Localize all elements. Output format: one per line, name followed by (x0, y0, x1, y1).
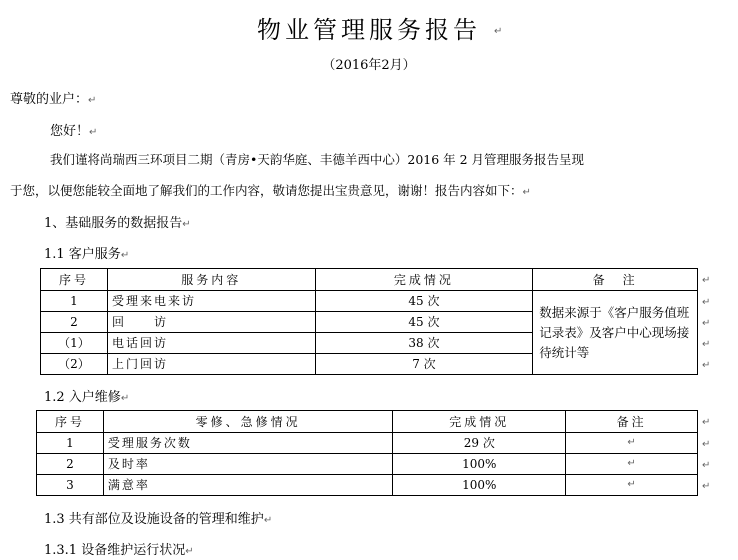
column-header: 完成情况 (315, 269, 533, 291)
row-number: 2 (37, 454, 104, 475)
completion-result: 45 次 (315, 291, 533, 312)
column-header: 备 注 (533, 269, 698, 291)
section-1-3-1-heading: 1.3.1 设备维护运行状况↵ (44, 543, 194, 558)
row-end-mark: ↵ (702, 297, 711, 308)
remark-note: 数据来源于《客户服务值班记录表》及客户中心现场接待统计等 (533, 291, 698, 375)
column-header: 序号 (37, 411, 104, 433)
customer-service-table (40, 268, 698, 375)
column-header: 序号 (41, 269, 108, 291)
completion-result: 45 次 (315, 312, 533, 333)
row-number: 1 (37, 433, 104, 454)
service-item: 受理来电来访 (107, 291, 315, 312)
service-item: 上门回访 (107, 354, 315, 375)
repair-item: 满意率 (103, 475, 393, 496)
section-1-1-heading: 1.1 客户服务↵ (44, 247, 130, 262)
completion-result: 29 次 (393, 433, 566, 454)
table-row (37, 475, 698, 496)
column-header: 零修、急修情况 (103, 411, 393, 433)
table-row (37, 454, 698, 475)
service-item: 电话回访 (107, 333, 315, 354)
remark-cell: ↵ (566, 433, 698, 454)
hello-text: 您好！↵ (50, 124, 98, 139)
repair-item: 及时率 (103, 454, 393, 475)
completion-result: 100% (393, 454, 566, 475)
row-end-mark: ↵ (702, 275, 711, 286)
paragraph-mark: ↵ (494, 26, 503, 37)
repair-item: 受理服务次数 (103, 433, 393, 454)
table-header-row (37, 411, 698, 433)
section-1-3-heading: 1.3 共有部位及设施设备的管理和维护↵ (44, 512, 273, 527)
section-1-2-heading: 1.2 入户维修↵ (44, 390, 130, 405)
service-item: 回 访 (107, 312, 315, 333)
row-number: （2） (41, 354, 108, 375)
row-end-mark: ↵ (702, 318, 711, 329)
row-end-mark: ↵ (702, 417, 711, 428)
row-end-mark: ↵ (702, 360, 711, 371)
row-number: 3 (37, 475, 104, 496)
repair-table (36, 410, 698, 496)
intro-line-2: 于您，以便您能较全面地了解我们的工作内容，敬请您提出宝贵意见，谢谢！报告内容如下：↵ (10, 183, 531, 198)
report-title: 物业管理服务报告 (257, 16, 481, 44)
row-end-mark: ↵ (702, 339, 711, 350)
completion-result: 38 次 (315, 333, 533, 354)
report-date: （2016年2月） (322, 58, 416, 73)
column-header: 备注 (566, 411, 698, 433)
intro-line-1: 我们谨将尚瑞西三环项目二期（青房•天韵华庭、丰德羊西中心）2016 年 2 月管理服务报告呈现 (50, 152, 585, 167)
row-end-mark: ↵ (702, 460, 711, 471)
column-header: 服务内容 (107, 269, 315, 291)
row-end-mark: ↵ (702, 439, 711, 450)
remark-cell: ↵ (566, 475, 698, 496)
row-end-mark: ↵ (702, 481, 711, 492)
section-1-heading: 1、基础服务的数据报告↵ (44, 216, 191, 231)
row-number: 2 (41, 312, 108, 333)
greeting: 尊敬的业户：↵ (10, 92, 97, 107)
column-header: 完成情况 (393, 411, 566, 433)
table-row (37, 433, 698, 454)
table-header-row (41, 269, 698, 291)
remark-cell: ↵ (566, 454, 698, 475)
table-row (41, 291, 698, 312)
completion-result: 7 次 (315, 354, 533, 375)
row-number: （1） (41, 333, 108, 354)
completion-result: 100% (393, 475, 566, 496)
row-number: 1 (41, 291, 108, 312)
